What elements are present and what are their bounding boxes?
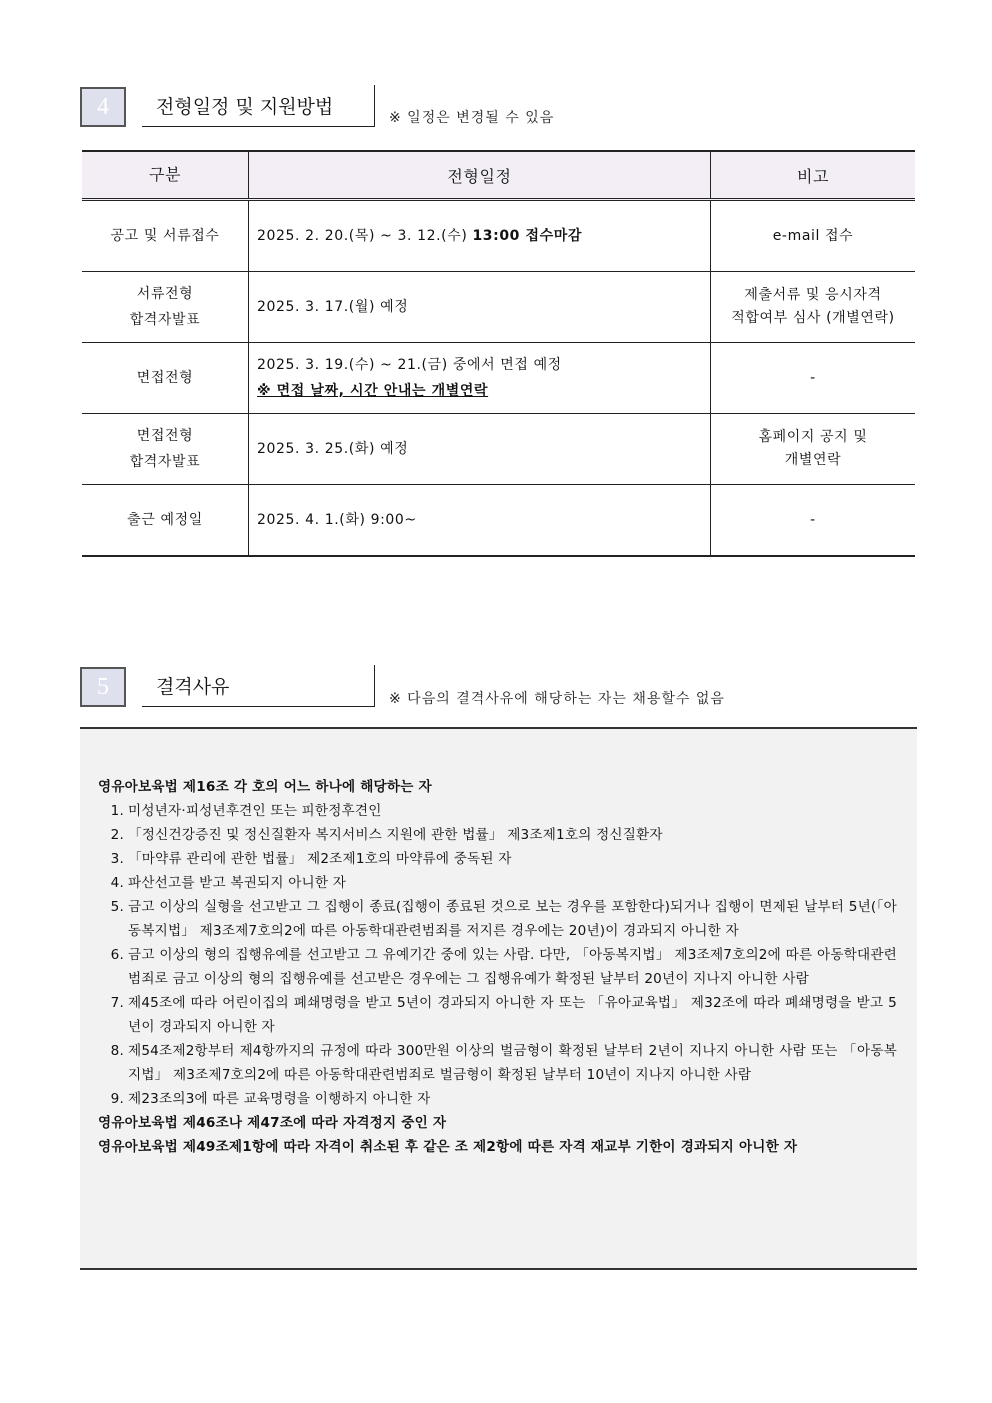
row-category [82, 200, 249, 272]
item-text: 파산선고를 받고 복권되지 아니한 자 [128, 875, 347, 891]
item-number: 6. [110, 947, 124, 963]
schedule-note: ※ 면접 날짜, 시간 안내는 개별연락 [257, 383, 489, 399]
row-category [82, 485, 249, 557]
list-item [98, 871, 917, 895]
item-text: 제45조에 따라 어린이집의 폐쇄명령을 받고 5년이 경과되지 아니한 자 또는 「유아교육법」 제32조에 따라 폐쇄명령을 받고 5년이 경과되지 아니한 자 [128, 995, 897, 1035]
list-item [98, 1087, 917, 1111]
category-text: 합격자발표 [129, 454, 201, 470]
table-row [82, 414, 915, 485]
table-header-row [82, 151, 915, 200]
row-remark [711, 414, 916, 485]
deadline-text: 13:00 접수마감 [472, 228, 582, 244]
list-item [98, 895, 917, 943]
schedule-text: 2025. 3. 19.(수) ~ 21.(금) 중에서 면접 예정 [257, 357, 562, 373]
item-text: 제54조제2항부터 제4항까지의 규정에 따라 300만원 이상의 벌금형이 확정된 날부터 2년이 지나지 아니한 사람 또는 「아동복지법」 제3조제7호의2에 따른 아동학대관련범죄로 벌금형이 확정된 날부터 10년이 지나지 아니한 사람 [128, 1043, 897, 1083]
category-text: 출근 예정일 [127, 512, 203, 528]
row-schedule [249, 200, 711, 272]
item-text: 「마약류 관리에 관한 법률」 제2조제1호의 마약류에 중독된 자 [128, 851, 512, 867]
row-schedule [249, 485, 711, 557]
row-remark [711, 485, 916, 557]
remark-text: - [810, 511, 816, 528]
remark-text: 제출서류 및 응시자격 [744, 287, 882, 303]
row-category [82, 272, 249, 343]
item-text: 「정신건강증진 및 정신질환자 복지서비스 지원에 관한 법률」 제3조제1호의 정신질환자 [128, 827, 663, 843]
category-text: 서류전형 [136, 286, 194, 302]
section-4-number: 4 [80, 87, 126, 127]
category-text: 면접전형 [136, 428, 194, 444]
section-4-note: ※ 일정은 변경될 수 있음 [389, 110, 555, 126]
row-schedule [249, 414, 711, 485]
table-row [82, 200, 915, 272]
item-text: 제23조의3에 따른 교육명령을 이행하지 아니한 자 [128, 1091, 431, 1107]
remark-text: 적합여부 심사 (개별연락) [731, 310, 895, 326]
section-5-number: 5 [80, 667, 126, 707]
item-number: 8. [110, 1043, 124, 1059]
row-category [82, 343, 249, 414]
table-row [82, 343, 915, 414]
header-category: 구분 [82, 151, 249, 200]
list-item [98, 943, 917, 991]
header-schedule: 전형일정 [249, 151, 711, 200]
category-text: 공고 및 서류접수 [110, 228, 220, 244]
list-item [98, 847, 917, 871]
remark-text: 개별연락 [784, 452, 842, 468]
panel-footer-line: 영유아보육법 제49조제1항에 따라 자격이 취소된 후 같은 조 제2항에 따른 자격 재교부 기한이 경과되지 아니한 자 [98, 1139, 798, 1155]
disqualification-panel [80, 727, 917, 1270]
row-remark [711, 200, 916, 272]
schedule-text: 2025. 4. 1.(화) 9:00~ [257, 512, 417, 528]
item-number: 2. [110, 827, 124, 843]
item-number: 3. [110, 851, 124, 867]
row-schedule [249, 343, 711, 414]
schedule-text: 2025. 2. 20.(목) ~ 3. 12.(수) [257, 228, 473, 244]
item-text: 미성년자·피성년후견인 또는 피한정후견인 [128, 803, 382, 819]
item-number: 9. [110, 1091, 124, 1107]
section-4-title: 전형일정 및 지원방법 [142, 85, 375, 127]
section-5-note: ※ 다음의 결격사유에 해당하는 자는 채용할수 없음 [389, 691, 725, 707]
row-remark [711, 343, 916, 414]
item-text: 금고 이상의 형의 집행유예를 선고받고 그 유예기간 중에 있는 사람. 다만, 「아동복지법」 제3조제7호의2에 따른 아동학대관련범죄로 금고 이상의 형의 집행유예를 선고받은 경우에는 그 집행유예가 확정된 날부터 20년이 지나지 아니한 사람 [128, 947, 897, 987]
list-item [98, 1039, 917, 1087]
section-5-title: 결격사유 [142, 665, 375, 707]
table-row [82, 485, 915, 557]
item-number: 7. [110, 995, 124, 1011]
remark-text: e-mail 접수 [772, 227, 854, 244]
category-text: 면접전형 [136, 370, 194, 386]
row-category [82, 414, 249, 485]
schedule-table [82, 150, 915, 557]
item-text: 금고 이상의 실형을 선고받고 그 집행이 종료(집행이 종료된 것으로 보는 경우를 포함한다)되거나 집행이 면제된 날부터 5년(「아동복지법」 제3조제7호의2에 따른 아동학대관련범죄를 저지른 경우에는 20년)이 경과되지 아니한 자 [128, 899, 897, 939]
schedule-text: 2025. 3. 17.(월) 예정 [257, 299, 409, 315]
remark-text: - [810, 369, 816, 386]
item-number: 4. [110, 875, 124, 891]
panel-footer-line: 영유아보육법 제46조나 제47조에 따라 자격정지 중인 자 [98, 1115, 447, 1131]
category-text: 합격자발표 [129, 312, 201, 328]
item-number: 1. [110, 803, 124, 819]
panel-heading: 영유아보육법 제16조 각 호의 어느 하나에 해당하는 자 [98, 779, 432, 795]
list-item [98, 799, 917, 823]
schedule-text: 2025. 3. 25.(화) 예정 [257, 441, 409, 457]
item-number: 5. [110, 899, 124, 915]
remark-text: 홈페이지 공지 및 [758, 429, 868, 445]
table-row [82, 272, 915, 343]
list-item [98, 823, 917, 847]
header-remark: 비고 [711, 151, 916, 200]
list-item [98, 991, 917, 1039]
row-schedule [249, 272, 711, 343]
row-remark [711, 272, 916, 343]
